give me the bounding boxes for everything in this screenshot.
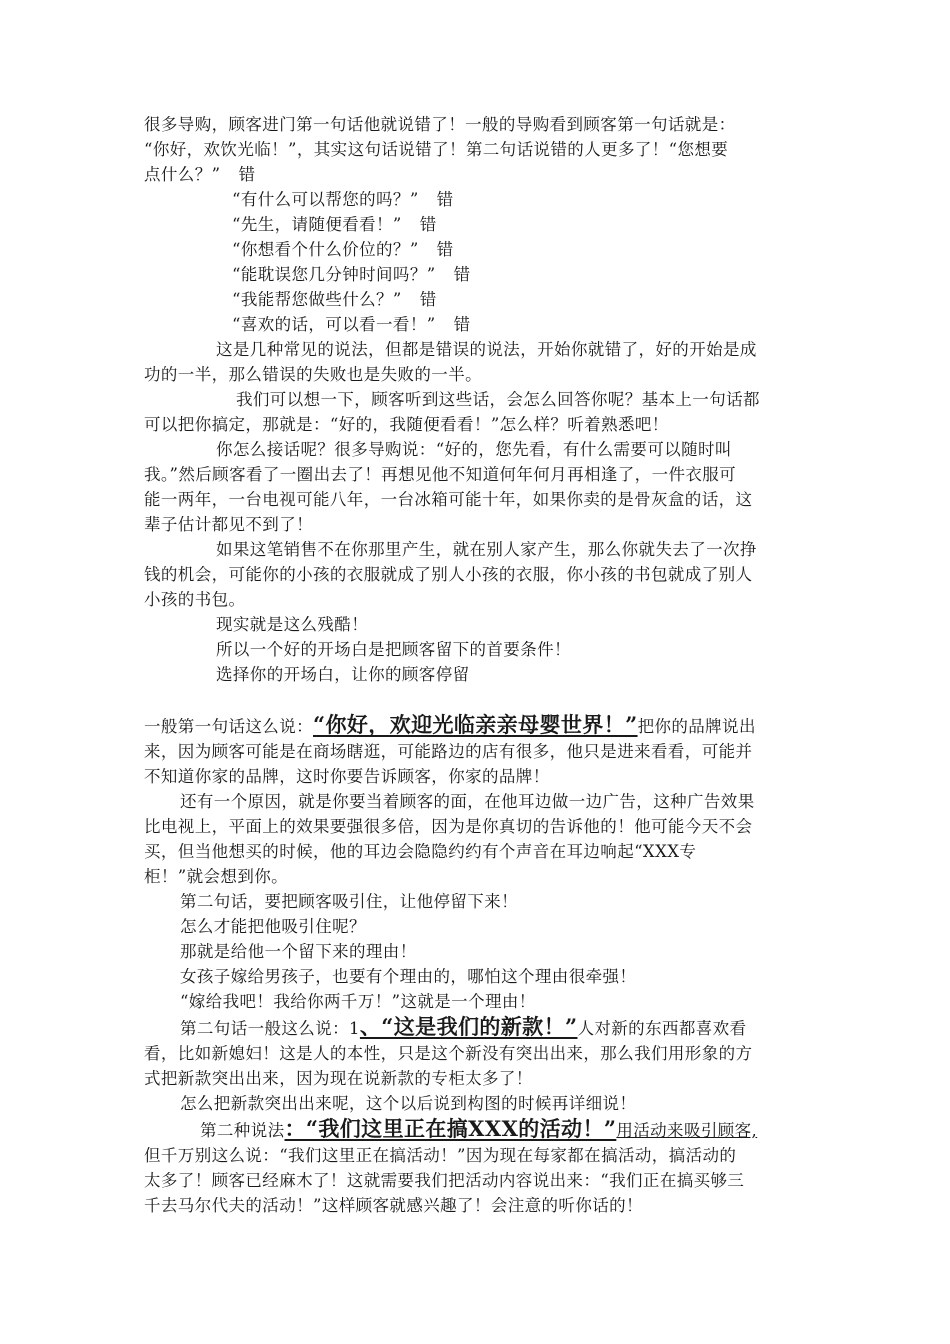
third-sentence-line: 第二种说法：“我们这里正在搞XXX的活动！”用活动来吸引顾客, bbox=[200, 1116, 758, 1141]
intro-line: “你好，欢饮光临！”，其实这句话说错了！第二句话说错的人更多了！“您想要 bbox=[144, 140, 729, 159]
short-line: 女孩子嫁给男孩子，也要有个理由的，哪怕这个理由很牵强！ bbox=[180, 967, 637, 986]
example-line: “你想看个什么价位的？” 错 bbox=[232, 240, 454, 259]
paragraph-line: 式把新款突出出来，因为现在说新款的专柜太多了！ bbox=[144, 1069, 533, 1088]
paragraph-line: 这是几种常见的说法，但都是错误的说法，开始你就错了，好的开始是成 bbox=[216, 340, 757, 359]
example-line: “有什么可以帮您的吗？” 错 bbox=[232, 190, 454, 209]
paragraph-line: 看，比如新媳妇！这是人的本性，只是这个新没有突出出来，那么我们用形象的方 bbox=[144, 1044, 753, 1063]
paragraph-line: 柜！”就会想到你。 bbox=[144, 867, 289, 886]
paragraph-line: 我们可以想一下，顾客听到这些话，会怎么回答你呢？基本上一句话都 bbox=[236, 390, 760, 409]
short-line: 所以一个好的开场白是把顾客留下的首要条件！ bbox=[216, 640, 571, 659]
paragraph-line: 如果这笔销售不在你那里产生，就在别人家产生，那么你就失去了一次挣 bbox=[216, 540, 757, 559]
intro-line: 点什么？” 错 bbox=[144, 165, 256, 184]
example-line: “喜欢的话，可以看一看！” 错 bbox=[232, 315, 471, 334]
intro-line: 很多导购，顾客进门第一句话他就说错了！一般的导购看到顾客第一句话就是： bbox=[144, 115, 736, 134]
short-line: 第二句话，要把顾客吸引住，让他停留下来！ bbox=[180, 892, 518, 911]
second-sentence-line: 第二句话一般这么说：1、“这是我们的新款！”人对新的东西都喜欢看 bbox=[180, 1014, 747, 1039]
highlight-quote: “你好，欢迎光临亲亲母婴世界！” bbox=[313, 712, 638, 737]
paragraph-line: 我。”然后顾客看了一圈出去了！再想见他不知道何年何月再相逢了，一件衣服可 bbox=[144, 465, 737, 484]
paragraph-line: 怎么把新款突出出来呢，这个以后说到构图的时候再详细说！ bbox=[180, 1094, 637, 1113]
paragraph-line: 来，因为顾客可能是在商场瞎逛，可能路边的店有很多，他只是进来看看，可能并 bbox=[144, 742, 753, 761]
paragraph-line: 你怎么接话呢？很多导购说：“好的，您先看，有什么需要可以随时叫 bbox=[216, 440, 732, 459]
paragraph-line: 钱的机会，可能你的小孩的衣服就成了别人小孩的衣服，你小孩的书包就成了别人 bbox=[144, 565, 753, 584]
first-sentence-line: 一般第一句话这么说：“你好，欢迎光临亲亲母婴世界！”把你的品牌说出 bbox=[144, 712, 756, 737]
article-body bbox=[144, 112, 808, 1218]
example-line: “能耽误您几分钟时间吗？” 错 bbox=[232, 265, 471, 284]
paragraph-line: 但千万别这么说：“我们这里正在搞活动！”因为现在每家都在搞活动，搞活动的 bbox=[144, 1146, 737, 1165]
paragraph-line: 比电视上，平面上的效果要强很多倍，因为是你真切的告诉他的！他可能今天不会 bbox=[144, 817, 753, 836]
short-line: 那就是给他一个留下来的理由！ bbox=[180, 942, 417, 961]
short-line: 选择你的开场白，让你的顾客停留 bbox=[216, 665, 470, 684]
paragraph-line: 太多了！顾客已经麻木了！这就需要我们把活动内容说出来：“我们正在搞买够三 bbox=[144, 1171, 745, 1190]
paragraph-line: 千去马尔代夫的活动！”这样顾客就感兴趣了！会注意的听你话的！ bbox=[144, 1196, 643, 1215]
short-line: 现实就是这么残酷！ bbox=[216, 615, 369, 634]
highlight-quote: 、“这是我们的新款！” bbox=[359, 1014, 578, 1039]
short-line: 怎么才能把他吸引住呢？ bbox=[180, 917, 366, 936]
short-line: “嫁给我吧！我给你两千万！”这就是一个理由！ bbox=[180, 992, 536, 1011]
paragraph-line: 小孩的书包。 bbox=[144, 590, 246, 609]
paragraph-line: 辈子估计都见不到了！ bbox=[144, 515, 313, 534]
paragraph-line: 还有一个原因，就是你要当着顾客的面，在他耳边做一边广告，这种广告效果 bbox=[180, 792, 755, 811]
example-line: “先生，请随便看看！” 错 bbox=[232, 215, 437, 234]
paragraph-line: 买，但当他想买的时候，他的耳边会隐隐约约有个声音在耳边响起“XXX专 bbox=[144, 842, 697, 861]
highlight-quote: ：“我们这里正在搞XXX的活动！” bbox=[284, 1116, 617, 1141]
paragraph-line: 功的一半，那么错误的失败也是失败的一半。 bbox=[144, 365, 482, 384]
paragraph-line: 能一两年，一台电视可能八年，一台冰箱可能十年，如果你卖的是骨灰盒的话，这 bbox=[144, 490, 753, 509]
paragraph-line: 可以把你搞定，那就是：“好的，我随便看看！”怎么样？听着熟悉吧！ bbox=[144, 415, 669, 434]
example-line: “我能帮您做些什么？” 错 bbox=[232, 290, 437, 309]
wrong-label: 错 bbox=[238, 165, 256, 184]
paragraph-line: 不知道你家的品牌，这时你要告诉顾客，你家的品牌！ bbox=[144, 767, 550, 786]
